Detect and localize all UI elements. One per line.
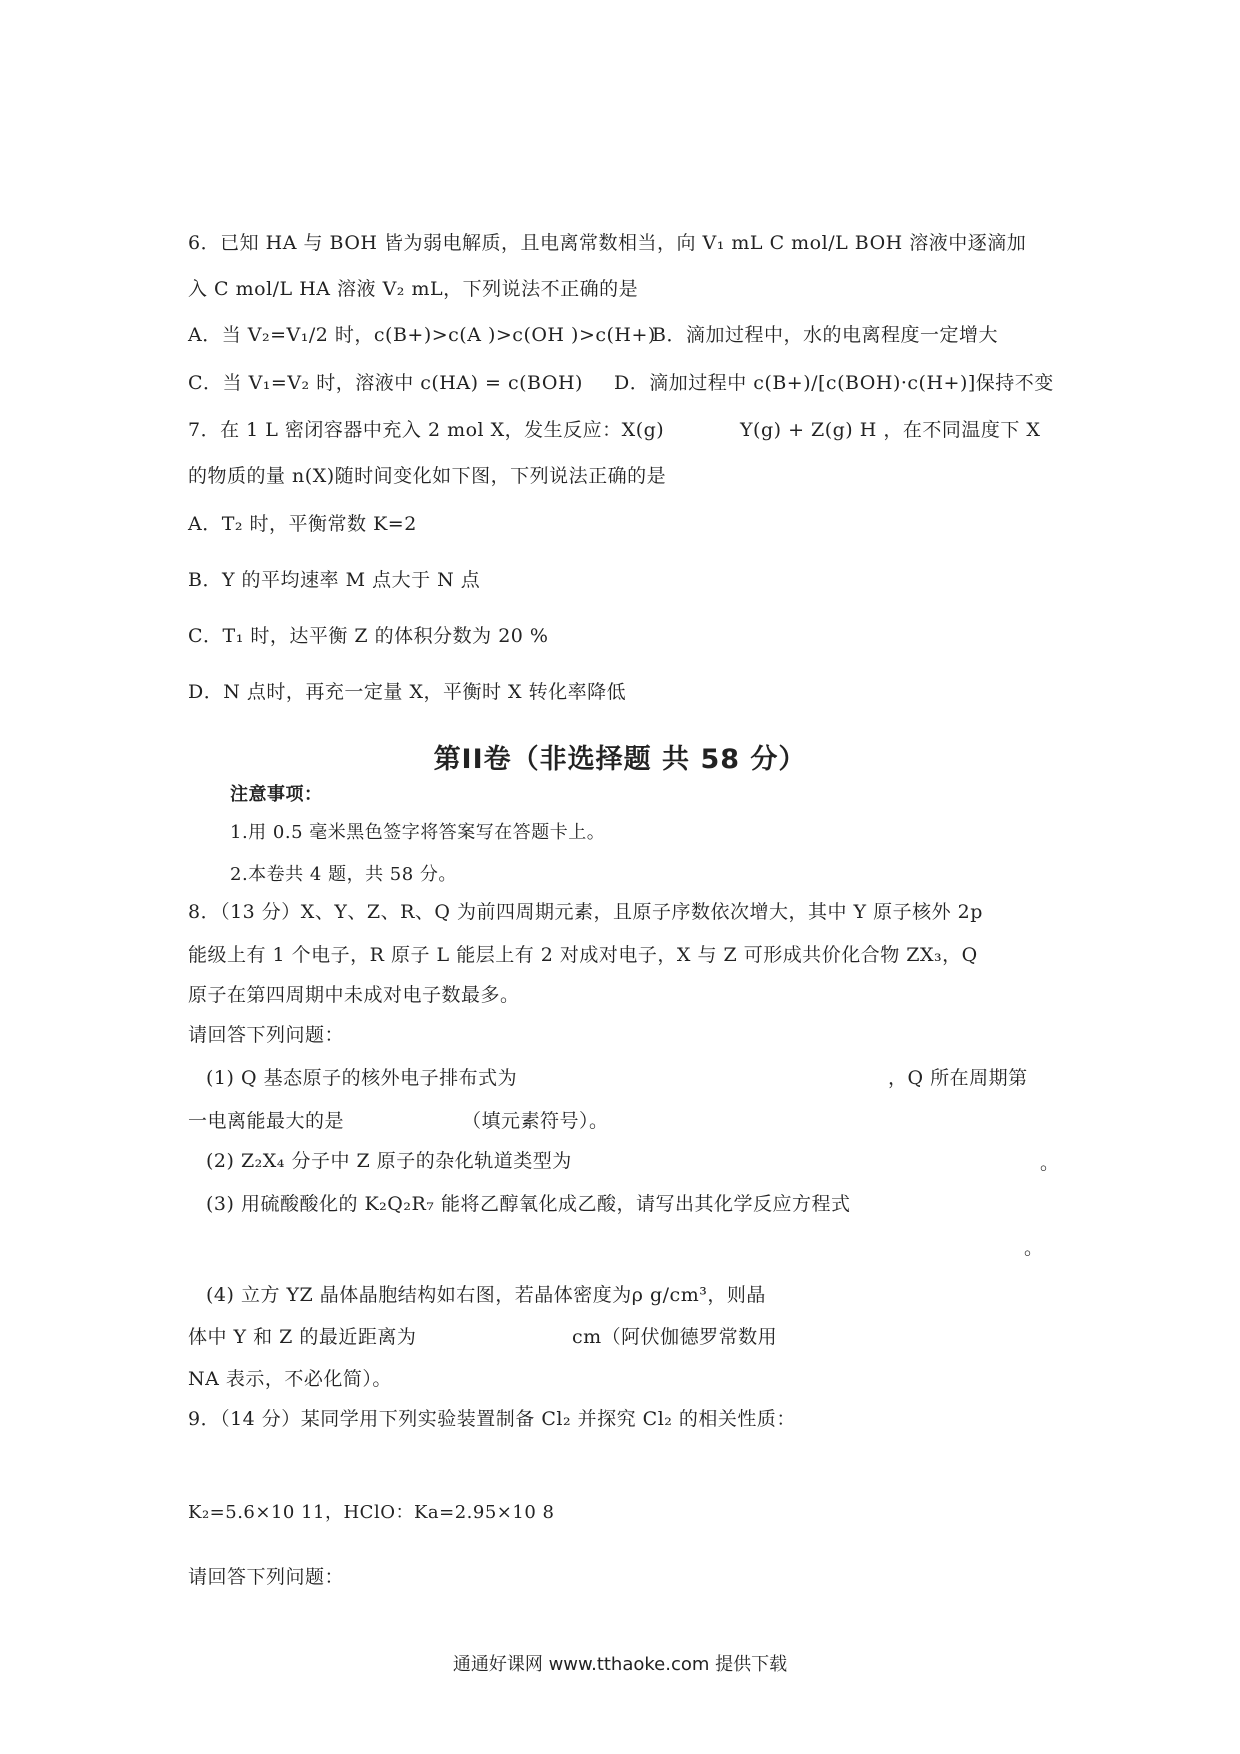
q6-option-b: B．滴加过程中，水的电离程度一定增大 xyxy=(652,324,998,346)
q8-part4-line3: NA 表示，不必化简）。 xyxy=(188,1368,392,1390)
q7-line1-right: Y(g) + Z(g) H ，在不同温度下 X xyxy=(740,419,1041,441)
q8-line1: 8．（13 分）X、Y、Z、R、Q 为前四周期元素，且原子序数依次增大，其中 Y 原子核外 2p xyxy=(188,901,983,923)
notes-heading: 注意事项： xyxy=(230,784,323,805)
q8-part4-line2: 体中 Y 和 Z 的最近距离为 xyxy=(188,1326,417,1348)
q8-part3-period: 。 xyxy=(1024,1237,1044,1259)
q9-line1: 9．（14 分）某同学用下列实验装置制备 Cl₂ 并探究 Cl₂ 的相关性质： xyxy=(188,1408,796,1430)
q7-option-d: D．N 点时，再充一定量 X，平衡时 X 转化率降低 xyxy=(188,681,627,703)
q6-option-a: A．当 V₂=V₁/2 时，c(B+)>c(A )>c(OH )>c(H+) xyxy=(188,324,656,346)
q8-line2: 能级上有 1 个电子，R 原子 L 能层上有 2 对成对电子，X 与 Z 可形成共价化合物 ZX₃，Q xyxy=(188,944,978,966)
q8-part1-line2: 一电离能最大的是 xyxy=(188,1110,345,1132)
q7-option-a: A．T₂ 时，平衡常数 K=2 xyxy=(188,513,417,535)
q6-option-c: C．当 V₁=V₂ 时，溶液中 c(HA) = c(BOH) xyxy=(188,372,583,394)
q9-ka-line: K₂=5.6×10 11，HClO：Ka=2.95×10 8 xyxy=(188,1502,555,1523)
q8-part4-line1: (4) 立方 YZ 晶体晶胞结构如右图，若晶体密度为ρ g/cm³，则晶 xyxy=(206,1284,766,1306)
q7-option-c: C．T₁ 时，达平衡 Z 的体积分数为 20 % xyxy=(188,625,549,647)
q8-part3-text: (3) 用硫酸酸化的 K₂Q₂R₇ 能将乙醇氧化成乙酸，请写出其化学反应方程式 xyxy=(206,1193,851,1215)
q8-prompt: 请回答下列问题： xyxy=(188,1024,345,1046)
q8-part4-line2-right: cm（阿伏伽德罗常数用 xyxy=(572,1326,778,1348)
q9-prompt: 请回答下列问题： xyxy=(188,1566,345,1588)
note-1: 1.用 0.5 毫米黑色签字将答案写在答题卡上。 xyxy=(230,822,606,843)
q7-option-b: B．Y 的平均速率 M 点大于 N 点 xyxy=(188,569,481,591)
q6-line1: 6．已知 HA 与 BOH 皆为弱电解质，且电离常数相当，向 V₁ mL C mol/L BOH 溶液中逐滴加 xyxy=(188,232,1027,254)
note-2: 2.本卷共 4 题，共 58 分。 xyxy=(230,864,457,885)
q8-part1-text-right: ，Q 所在周期第 xyxy=(888,1067,1028,1089)
q8-line3: 原子在第四周期中未成对电子数最多。 xyxy=(188,984,520,1006)
section-title: 第II卷（非选择题 共 58 分） xyxy=(433,744,807,775)
q8-part1-line2-right: （填元素符号）。 xyxy=(462,1110,609,1132)
footer-download-note: 通通好课网 www.tthaoke.com 提供下载 xyxy=(452,1654,788,1675)
q7-line2: 的物质的量 n(X)随时间变化如下图，下列说法正确的是 xyxy=(188,465,667,487)
q8-part2-period: 。 xyxy=(1040,1152,1060,1174)
q8-part1-text: (1) Q 基态原子的核外电子排布式为 xyxy=(206,1067,518,1089)
q6-option-d: D．滴加过程中 c(B+)/[c(BOH)·c(H+)]保持不变 xyxy=(614,372,1054,394)
q8-part2-text: (2) Z₂X₄ 分子中 Z 原子的杂化轨道类型为 xyxy=(206,1150,572,1172)
q6-line2: 入 C mol/L HA 溶液 V₂ mL，下列说法不正确的是 xyxy=(188,278,639,300)
q7-line1-left: 7．在 1 L 密闭容器中充入 2 mol X，发生反应：X(g) xyxy=(188,419,665,441)
